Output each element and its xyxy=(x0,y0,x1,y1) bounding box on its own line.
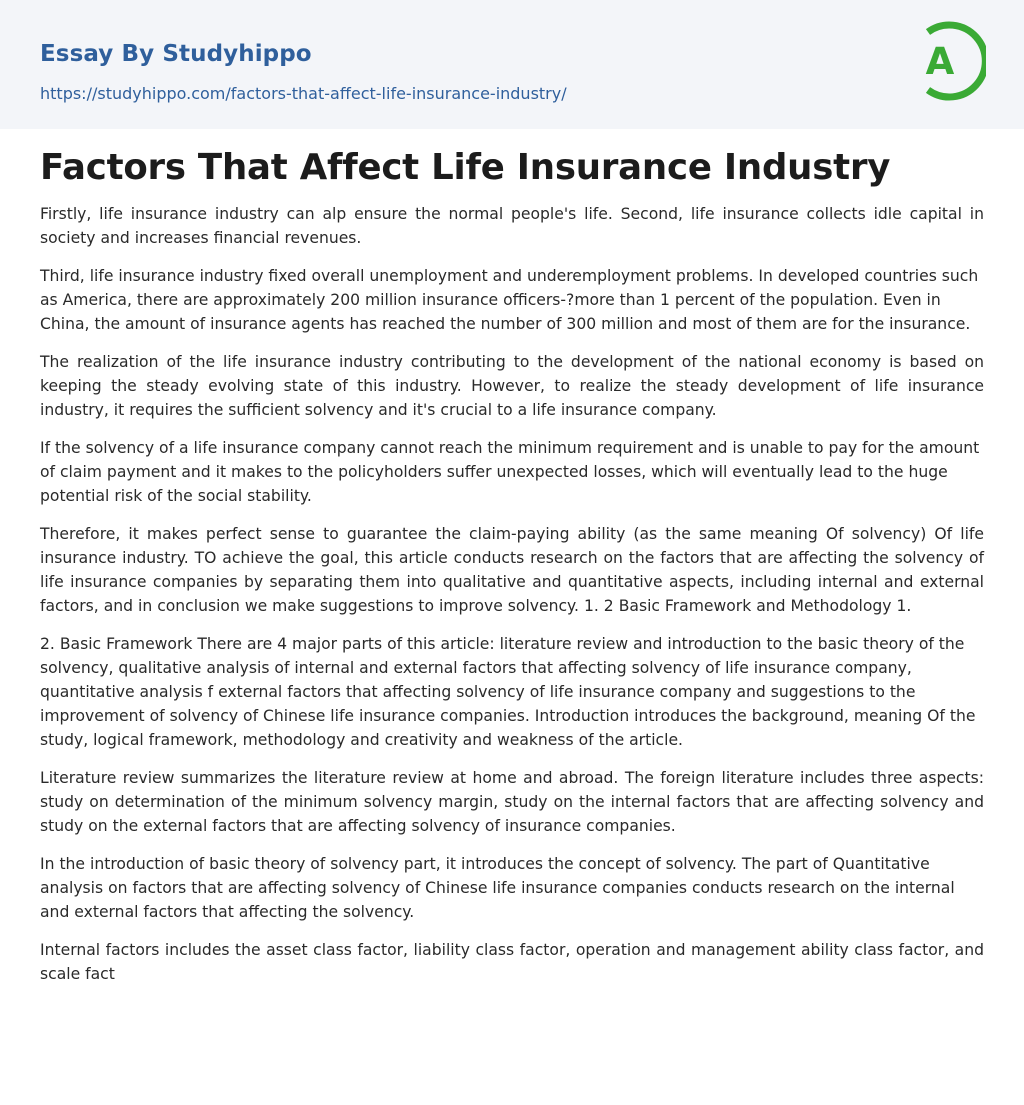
paragraph: Therefore, it makes perfect sense to guarantee the claim-paying ability (as the same meaning Of solvency) Of life insurance industry. TO achieve the goal, this article conducts research on the factors that are affecting the solvency of life insurance companies by separating them into qualitative and quantitative aspects, including internal and external factors, and in conclusion we make suggestions to improve solvency. 1. 2 Basic Framework and Methodology 1. xyxy=(40,525,984,615)
paragraph: Third, life insurance industry fixed overall unemployment and underemployment problems. In developed countries such as America, there are approximately 200 million insurance officers-?more than 1 percent of the population. Even in China, the amount of insurance agents has reached the number of 300 million and most of them are for the insurance. xyxy=(40,267,979,333)
paragraph: The realization of the life insurance industry contributing to the development of the national economy is based on keeping the steady evolving state of this industry. However, to realize the steady development of life insurance industry, it requires the sufficient solvency and it's crucial to a life insurance company. xyxy=(40,353,984,419)
logo-letter: A xyxy=(925,40,955,83)
paragraph: Firstly, life insurance industry can alp ensure the normal people's life. Second, life insurance collects idle capital in society and increases financial revenues. xyxy=(40,205,984,247)
paragraph: Internal factors includes the asset class factor, liability class factor, operation and management ability class factor, and scale fact xyxy=(40,941,984,983)
article-title: Factors That Affect Life Insurance Industry xyxy=(40,147,891,188)
paragraph: If the solvency of a life insurance company cannot reach the minimum requirement and is unable to pay for the amount of claim payment and it makes to the policyholders suffer unexpected losses, which will eventually lead to the huge potential risk of the social stability. xyxy=(40,439,980,505)
studyhippo-logo-icon[interactable] xyxy=(910,18,986,104)
paragraph: In the introduction of basic theory of solvency part, it introduces the concept of solvency. The part of Quantitative analysis on factors that are affecting solvency of Chinese life insurance companies conducts research on the internal and external factors that affecting the solvency. xyxy=(40,855,955,921)
brand-title[interactable]: Essay By Studyhippo xyxy=(40,41,312,67)
paragraph: 2. Basic Framework There are 4 major parts of this article: literature review and introduction to the basic theory of the solvency, qualitative analysis of internal and external factors that affecting solvency of life insurance company, quantitative analysis f external factors that affecting solvency of life insurance company and suggestions to the improvement of solvency of Chinese life insurance companies. Introduction introduces the background, meaning Of the study, logical framework, methodology and creativity and weakness of the article. xyxy=(40,635,976,749)
article-body xyxy=(0,129,1024,986)
essay-url-link[interactable]: https://studyhippo.com/factors-that-affect-life-insurance-industry/ xyxy=(40,84,567,103)
paragraph: Literature review summarizes the literature review at home and abroad. The foreign literature includes three aspects: study on determination of the minimum solvency margin, study on the internal factors that are affecting solvency and study on the external factors that are affecting solvency of insurance companies. xyxy=(40,769,984,835)
site-header xyxy=(0,0,1024,129)
